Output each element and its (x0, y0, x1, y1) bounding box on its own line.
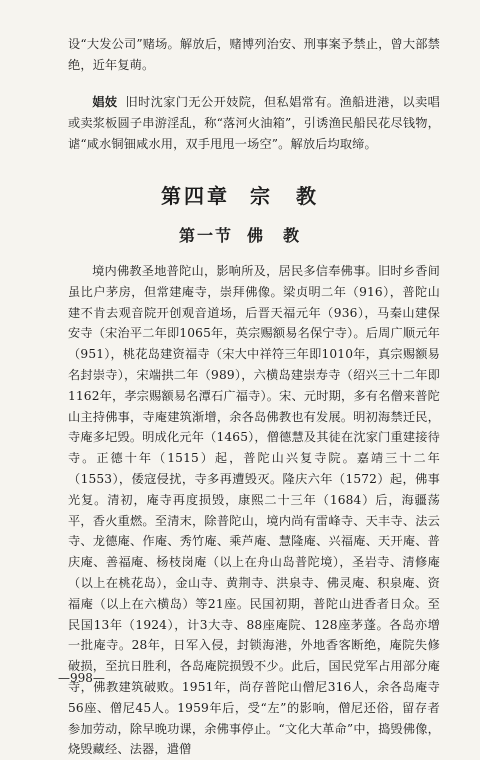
prostitute-paragraph (68, 92, 440, 154)
buddhism-paragraph (68, 261, 440, 760)
section-heading (0, 223, 480, 246)
intro-paragraph (68, 34, 440, 76)
prostitute-term: 娼妓 (92, 95, 118, 109)
prostitute-text: 旧时沈家门无公开妓院，但私娼常有。渔船进港，以卖唱或卖浆板圆子串游淫乱，称“落河火油箱”，引诱渔民船民花尽钱物，谑“咸水铜钿咸水用，双手甩甩一场空”。解放后均取缔。 (68, 95, 441, 151)
chapter-heading (0, 180, 480, 209)
page-number: —998— (58, 671, 105, 685)
intro-text: 设“大发公司”赌场。解放后，赌博列治安、刑事案予禁止，曾大部禁绝，近年复萌。 (68, 37, 440, 72)
section-title: 佛 教 (247, 226, 302, 245)
section-number: 第一节 (178, 226, 233, 245)
buddhism-text: 境内佛教圣地普陀山，影响所及，居民多信奉佛事。旧时乡香间虽比户茅房，但常建庵寺，崇拜佛像。梁贞明二年（916），普陀山建不肯去观音院开创观音道场，后晋天福元年（936），马秦山建保安寺（宋治平二年即1065年，英宗赐额易名保宁寺）。后周广顺元年（951），桃花岛建资福寺（宋大中祥符三年即1010年，真宗赐额易名封崇寺），宋端拱二年（989），六横岛建崇寿寺（绍兴三十二年即1162年，孝宗赐额易名潭石广福寺）。宋、元时期，多有名僧来普陀山主持佛事，寺庵建筑渐增，余各岛佛教也有发展。明初海禁迁民，寺庵多圮毁。明成化元年（1465），僧德慧及其徒在沈家门重建接待寺。正德十年（1515）起，普陀山兴复寺院。嘉靖三十二年（1553），倭寇侵扰，寺多再遭毁灭。隆庆六年（1572）起，佛事光复。清初，庵寺再度损毁，康熙二十三年（1684）后，海疆荡平，香火重燃。至清末，除普陀山，境内尚有雷峰寺、天丰寺、法云寺、龙德庵、作庵、秀竹庵、乘芦庵、慧隆庵、兴福庵、天开庵、普庆庵、善福庵、杨枝岗庵（以上在舟山岛普陀境），圣岩寺、清修庵（以上在桃花岛），金山寺、黄荆寺、洪泉寺、佛灵庵、积泉庵、资福庵（以上在六横岛）等21座。民国初期，普陀山进香者日众。至民国13年（1924），计3大寺、88座庵院、128座茅蓬。各岛亦增一批庵寺。28年，日军入侵，封锁海港，外地香客断绝，庵院失修破损，至抗日胜利，各岛庵院损毁不少。此后，国民党军占用部分庵寺，佛教建筑破败。1951年，尚存普陀山僧尼316人，余各岛庵寺56座、僧尼45人。1959年后，受“左”的影响，僧尼还俗，留存者参加劳动，除早晚功课，余佛事停止。“文化大革命”中，捣毁佛像，烧毁藏经、法器，遣僧 (68, 264, 440, 757)
chapter-number: 第四章 (161, 184, 230, 208)
chapter-title: 宗 教 (250, 184, 319, 208)
